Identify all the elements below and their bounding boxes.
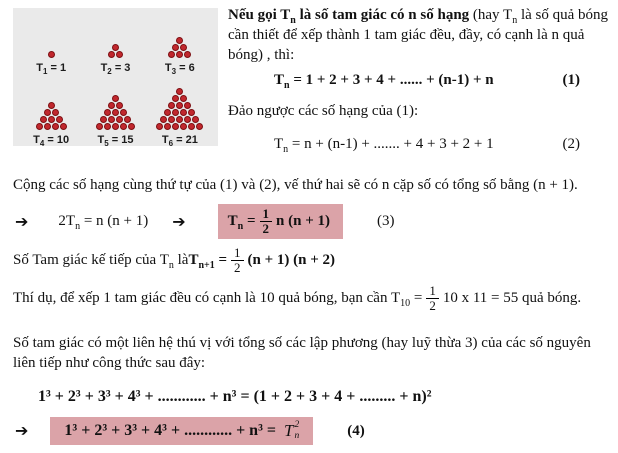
- next-triangle-lead: Số Tam giác kế tiếp của $T_n$ là: [13, 252, 189, 271]
- sum-paragraph: Cộng các số hạng cùng thứ tự của (1) và (2), vế thứ hai sẽ có n cặp số có tổng số bằng (n + 1).: [13, 177, 578, 193]
- triangle-label: $T_5 = 15$: [97, 133, 134, 148]
- dot-pyramid: [156, 88, 204, 130]
- equation-number-2: (2): [562, 136, 580, 153]
- equation-number-4: (4): [347, 422, 365, 439]
- triangle-figure-4: [19, 76, 83, 148]
- formula-4-row: [0, 416, 618, 446]
- fraction-one-half: $\frac{1}{2}$: [231, 246, 244, 274]
- fraction-one-half: $\frac{1}{2}$: [426, 284, 439, 312]
- cubes-identity-formula: 1³ + 2³ + 3³ + 4³ + ............ + n³ = (1 + 2 + 3 + 4 + ......... + n)²: [38, 388, 432, 405]
- triangle-label: $T_3 = 6$: [164, 61, 195, 76]
- triangle-figure-2: [83, 12, 147, 76]
- highlighted-formula-3: $T_n$ = $\frac{1}{2}$ n (n + 1): [218, 204, 343, 238]
- formula-2: $T_n = n + (n-1)$ + ....... + 4 + 3 + 2 + 1: [274, 136, 494, 156]
- definition-paragraph: Nếu gọi $T_n$ là số tam giác có n số hạng (hay $T_n$ là số quả bóng cần thiết để xếp thành 1 tam giác đều, đầy, có cạnh là n quả bóng) , thì:: [228, 7, 609, 63]
- dot-pyramid: [168, 37, 192, 58]
- double-tn-equation: $2T_n = n$ (n + 1): [58, 213, 149, 232]
- triangle-label: $T_4 = 10$: [33, 133, 70, 148]
- top-section: [0, 0, 618, 166]
- formula-2-row: [228, 136, 618, 156]
- triangle-figure-3: [148, 12, 212, 76]
- t-n-squared: T 2 n: [284, 420, 300, 441]
- intro-text-block: [228, 6, 618, 156]
- triangle-label: $T_6 = 21$: [161, 133, 198, 148]
- formula-1-row: [228, 72, 618, 92]
- formula-3-row: [0, 203, 618, 241]
- triangle-figure-1: [19, 12, 83, 76]
- cubes-paragraph: Số tam giác có một liên hệ thú vị với tổng số các lập phương (hay luỹ thừa 3) của các số nguyên liên tiếp như công thức sau đây:: [13, 334, 591, 371]
- triangle-figure-6: [148, 76, 212, 148]
- example-row: Thí dụ, để xếp 1 tam giác đều có cạnh là 10 quả bóng, bạn cần $T_{10}$ = $\frac{1}{2}$ 10 x 11 = 55 quả bóng.: [13, 283, 582, 313]
- highlighted-formula-4: 1³ + 2³ + 3³ + 4³ + ............ + n³ = T 2 n: [50, 417, 313, 445]
- right-arrow-icon: ➔: [15, 211, 29, 231]
- example-lead: Thí dụ, để xếp 1 tam giác đều có cạnh là 10 quả bóng, bạn cần $T_{10}$ =: [13, 290, 423, 309]
- equation-number-1: (1): [562, 72, 580, 89]
- right-arrow-icon: ➔: [15, 421, 29, 440]
- triangle-label: $T_1 = 1$: [36, 61, 67, 76]
- next-triangle-row: Số Tam giác kế tiếp của $T_n$ là $T_{n+1}$ = $\frac{1}{2}$ (n + 1) (n + 2): [13, 245, 336, 275]
- triangle-label: $T_2 = 3$: [100, 61, 131, 76]
- dot-pyramid: [35, 102, 67, 130]
- equation-number-3: (3): [377, 213, 395, 229]
- dot-pyramid: [95, 95, 135, 130]
- triangle-figure-5: [83, 76, 147, 148]
- formula-1: $T_n = 1 + 2 + 3 + 4$ + ...... + (n-1) + n: [274, 72, 494, 92]
- fraction-one-half: $\frac{1}{2}$: [260, 207, 273, 235]
- triangular-numbers-panel: [13, 8, 218, 146]
- t-next-equation: $T_{n+1}$ =: [188, 252, 228, 271]
- reverse-label: Đảo ngược các số hạng của (1):: [228, 103, 419, 120]
- dot-pyramid: [107, 44, 123, 58]
- right-arrow-icon: ➔: [172, 211, 186, 231]
- dot-pyramid: [47, 51, 55, 58]
